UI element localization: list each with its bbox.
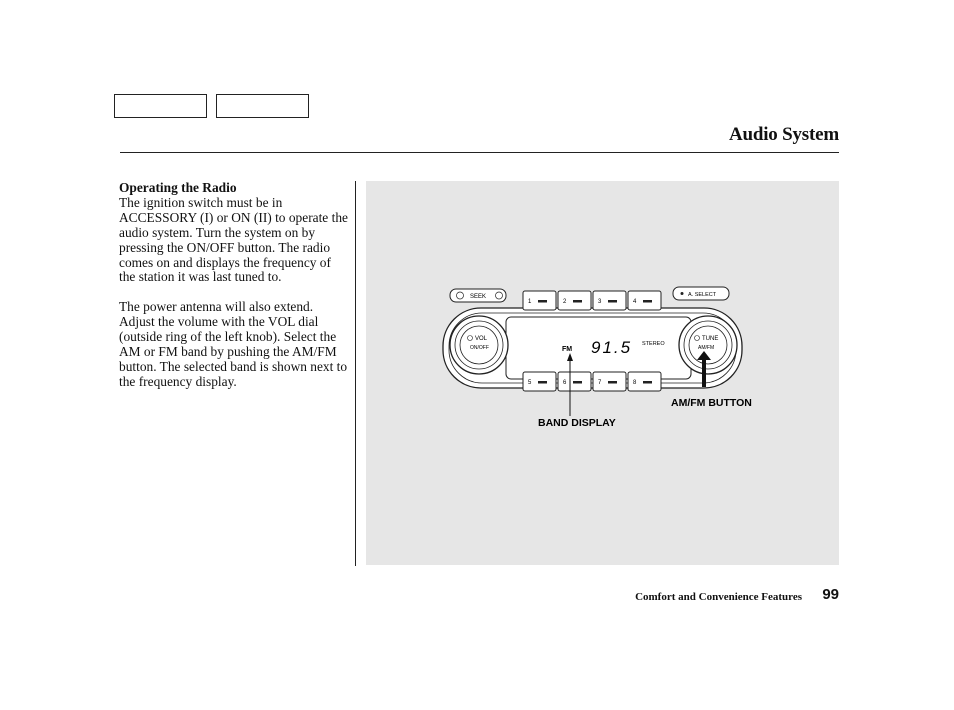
amfm-callout: AM/FM BUTTON <box>671 397 752 409</box>
preset-button-1[interactable] <box>523 291 556 310</box>
amfm-knob-label: AM/FM <box>698 345 715 351</box>
vol-label: VOL <box>475 336 488 342</box>
tune-knob[interactable] <box>679 316 737 374</box>
paragraph-1: The ignition switch must be in ACCESSORY (I) or ON (II) to operate the audio system. Turn the system on by pressing the ON/OFF button. The radio comes on and displays the frequency of the station it was last tuned to. <box>119 194 348 285</box>
aselect-label: A. SELECT <box>688 292 717 298</box>
preset-label-3: 3 <box>598 299 602 305</box>
preset-label-1: 1 <box>528 299 532 305</box>
column-divider <box>355 181 356 566</box>
aselect-dot-icon <box>681 292 684 295</box>
preset-button-3[interactable] <box>593 291 626 310</box>
onoff-label: ON/OFF <box>470 345 489 351</box>
preset-bar-3 <box>608 300 617 303</box>
tune-label: TUNE <box>702 336 719 342</box>
preset-label-6: 6 <box>563 380 567 386</box>
preset-button-6[interactable] <box>558 372 591 391</box>
preset-button-4[interactable] <box>628 291 661 310</box>
preset-bar-7 <box>608 381 617 384</box>
preset-bar-8 <box>643 381 652 384</box>
preset-label-8: 8 <box>633 380 637 386</box>
figure-panel <box>366 181 839 565</box>
band-callout: BAND DISPLAY <box>538 417 616 429</box>
preset-label-4: 4 <box>633 299 637 305</box>
title-rule <box>120 152 839 153</box>
preset-bar-5 <box>538 381 547 384</box>
preset-label-2: 2 <box>563 299 567 305</box>
frequency-display: 91.5 <box>591 338 633 357</box>
aselect-button[interactable] <box>673 287 729 300</box>
preset-label-7: 7 <box>598 380 602 386</box>
text-column <box>119 181 349 405</box>
preset-bar-2 <box>573 300 582 303</box>
preset-bar-6 <box>573 381 582 384</box>
preset-button-5[interactable] <box>523 372 556 391</box>
stereo-indicator: STEREO <box>642 341 665 347</box>
radio-diagram <box>366 181 839 565</box>
preset-bar-4 <box>643 300 652 303</box>
preset-button-8[interactable] <box>628 372 661 391</box>
band-indicator: FM <box>562 346 573 353</box>
paragraph-2: The power antenna will also extend. Adjust the volume with the VOL dial (outside ring of the left knob). Select the AM or FM band by pushing the AM/FM button. The selected band is shown next to the frequency display. <box>119 299 348 389</box>
seek-button[interactable] <box>450 289 506 302</box>
seek-label: SEEK <box>470 294 487 300</box>
footer-section: Comfort and Convenience Features <box>635 591 802 603</box>
section-heading: Operating the Radio <box>119 180 237 195</box>
preset-button-2[interactable] <box>558 291 591 310</box>
preset-button-7[interactable] <box>593 372 626 391</box>
nav-button-2[interactable] <box>216 94 309 118</box>
preset-bar-1 <box>538 300 547 303</box>
page-number: 99 <box>822 586 839 603</box>
vol-knob[interactable] <box>450 316 508 374</box>
nav-button-1[interactable] <box>114 94 207 118</box>
preset-label-5: 5 <box>528 380 532 386</box>
page-title: Audio System <box>728 124 839 145</box>
